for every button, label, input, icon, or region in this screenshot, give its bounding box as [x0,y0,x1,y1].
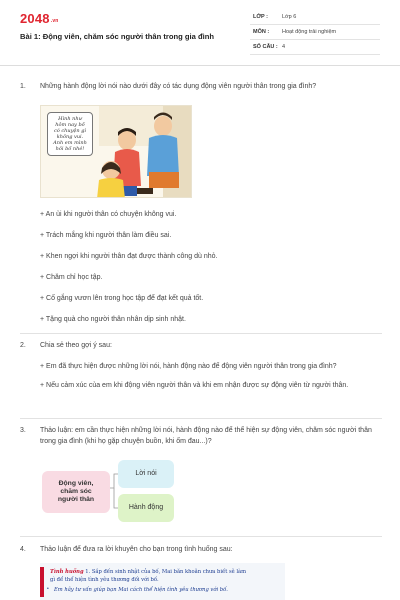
q2-answer-1: + Em đã thực hiện được những lời nói, hành động nào để động viên người thân trong gia đình? [40,363,337,370]
q1-answer-2: + Trách mắng khi người thân làm điều sai. [40,232,172,239]
divider [20,536,382,537]
scenario-label: Tình huống [50,569,84,575]
scenario-line-3: Em hãy tư vấn giúp bạn Mai cách thể hiện tình yêu thương với bố. [54,587,228,593]
meta-table [250,10,380,55]
meta-row-class: LỚP : Lớp 6 [250,10,380,25]
diagram-center-node: Động viên, chăm sóc người thân [42,471,110,513]
header [0,0,400,66]
q1-answer-4: + Chăm chỉ học tập. [40,274,103,281]
divider [20,333,382,334]
q1-answer-6: + Tặng quà cho người thân nhân dịp sinh nhật. [40,316,186,323]
lesson-title: Bài 1: Động viên, chăm sóc người thân trong gia đình [20,32,215,41]
meta-row-subject: MÔN : Hoạt động trải nghiệm [250,25,380,40]
worksheet-page: $2048^{.vn}$ Bài 1: Động viên, chăm sóc người thân trong gia đình LỚP : Lớp 6 MÔN : Hoạt động trải nghiệm SỐ CÂU : 4 1. Những hành động lời nói nào dưới đây có tác dụng động viên người thân trong gia đình? Hình như hôm nay bố có chuyện gì không vui. Anh em mình hỏi bố nhé! + An ủi khi người thân có chuyện không vui. + Trách mắng khi người thân làm điều sai. + Khen ngợi khi người thân đạt được thành công dù nhỏ. + Chăm chỉ học tập. + Cố gắng vươn lên trong học tập để đạt kết quả tốt. + Tặng quà cho người thân nhân dịp sinh nhật. 2. Chia sẻ theo gợi ý sau: + Em đã thực hiện được những lời nói, hành động nào để động viên người thân trong gia đình? + Nếu cảm xúc của em khi động viên người thân và khi em nhận được sự động viên từ người thân. 3. Thảo luận: em cần thực hiện những lời nói, hành động nào để thể hiện sự động viên, chăm sóc người thân trong gia đình (khi họ gặp chuyện buồn, khi ốm đau...)? Động viên, chăm sóc người thân Lời nói Hành động 4. Thảo luận để đưa ra lời khuyên cho bạn trong tình huống sau: Tình huống 1. Sắp đến sinh nhật của bố, Mai băn khoăn chưa biết sẽ làm gì để thể hiện tình yêu thương đối với bố. • Em hãy tư vấn giúp bạn Mai cách thể hiện tình yêu thương với bố. [0,0,400,600]
q1-answer-5: + Cố gắng vươn lên trong học tập để đạt kết quả tốt. [40,295,204,302]
scenario-line-2: gì để thể hiện tình yêu thương đối với bố. [50,577,159,583]
speech-bubble: Hình như hôm nay bố có chuyện gì không vui. Anh em mình hỏi bố nhé! [47,112,93,156]
illustration-image [40,105,192,198]
family-illustration [41,106,192,198]
scenario-line-1: 1. Sắp đến sinh nhật của bố, Mai băn khoăn chưa biết sẽ làm [85,569,246,575]
diagram-node-words: Lời nói [118,460,174,488]
meta-row-count: SỐ CÂU : 4 [250,40,380,55]
site-logo[interactable]: $2048^{.vn}$ [20,11,59,26]
divider [20,418,382,419]
bullet-icon: • [47,586,49,592]
diagram-node-actions: Hành động [118,494,174,522]
scenario-box [40,563,285,600]
q1-answer-1: + An ủi khi người thân có chuyện không vui. [40,211,177,218]
q2-answer-2: + Nếu cảm xúc của em khi động viên người thân và khi em nhận được sự động viên từ người thân. [40,382,349,389]
q1-answer-3: + Khen ngợi khi người thân đạt được thành công dù nhỏ. [40,253,218,260]
scenario-accent-bar [40,567,44,597]
